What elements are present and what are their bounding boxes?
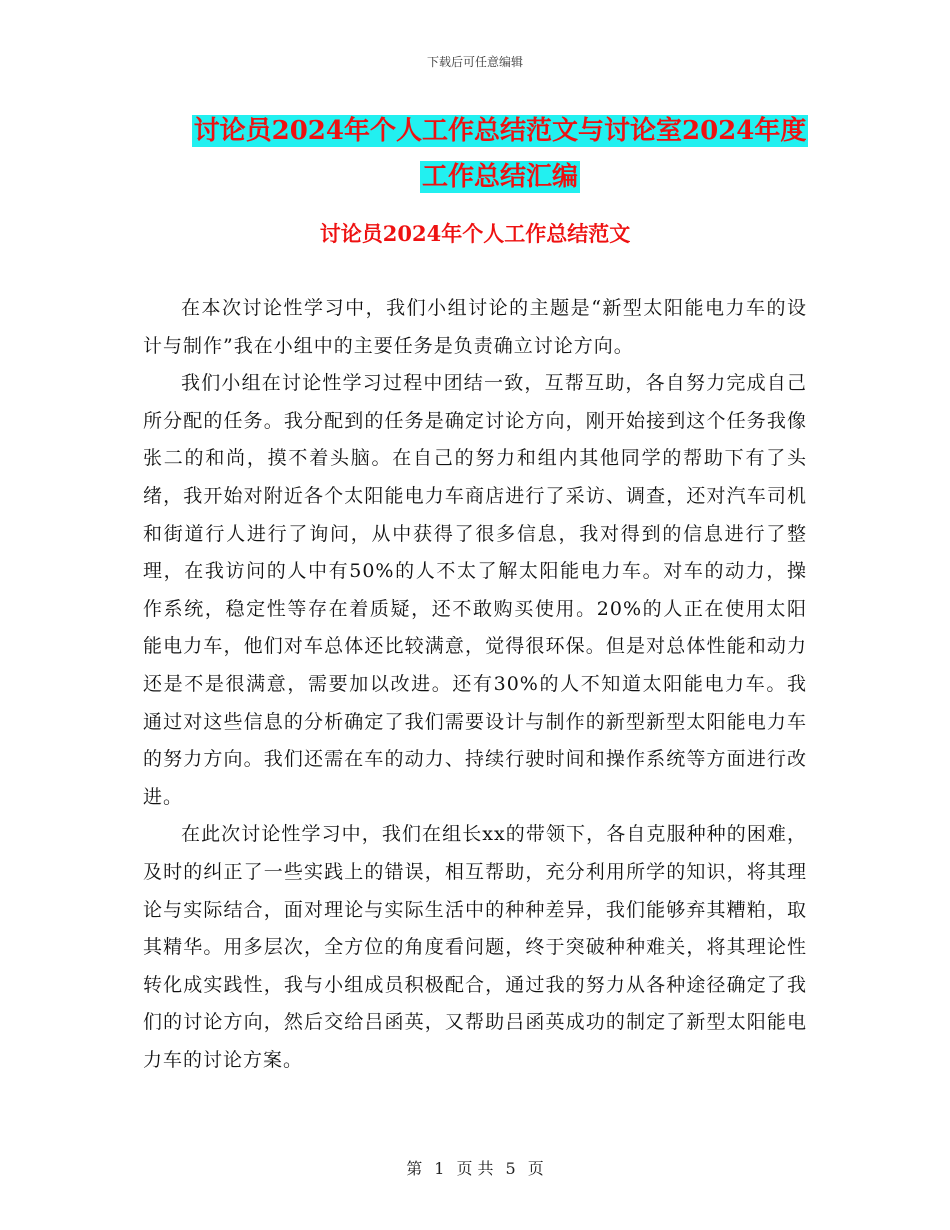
footer-middle: 页 共: [456, 1159, 494, 1178]
page-footer: [0, 1156, 950, 1179]
section-title: 讨论员2024年个人工作总结范文: [319, 221, 631, 246]
main-title: [150, 108, 850, 200]
page-header: 下载后可任意编辑: [426, 55, 523, 69]
footer-prefix: 第: [406, 1159, 423, 1178]
body-text: [143, 290, 807, 1079]
footer-suffix: 页: [527, 1159, 544, 1178]
paragraph-3: 在此次讨论性学习中，我们在组长xx的带领下，各自克服种种的困难，及时的纠正了一些实践上的错误，相互帮助，充分利用所学的知识，将其理论与实际结合，面对理论与实际生活中的种种差异，我们能够弃其糟粕，取其精华。用多层次，全方位的角度看问题，终于突破种种难关，将其理论性转化成实践性，我与小组成员积极配合，通过我的努力从各种途径确定了我们的讨论方向，然后交给吕函英，又帮助吕函英成功的制定了新型太阳能电力车的讨论方案。: [143, 823, 807, 1071]
main-title-line-1: 讨论员2024年个人工作总结范文与讨论室2024年度: [193, 116, 807, 146]
footer-page-number: 1: [434, 1159, 445, 1178]
paragraph-1: 在本次讨论性学习中，我们小组讨论的主题是“新型太阳能电力车的设计与制作”我在小组中的主要任务是负责确立讨论方向。: [143, 297, 807, 357]
paragraph-2: 我们小组在讨论性学习过程中团结一致，互帮互助，各自努力完成自己所分配的任务。我分配到的任务是确定讨论方向，刚开始接到这个任务我像张二的和尚，摸不着头脑。在自己的努力和组内其他同学的帮助下有了头绪，我开始对附近各个太阳能电力车商店进行了采访、调查，还对汽车司机和街道行人进行了询问，从中获得了很多信息，我对得到的信息进行了整理，在我访问的人中有50%的人不太了解太阳能电力车。对车的动力，操作系统，稳定性等存在着质疑，还不敢购买使用。20%的人正在使用太阳能电力车，他们对车总体还比较满意，觉得很环保。但是对总体性能和动力还是不是很满意，需要加以改进。还有30%的人不知道太阳能电力车。我通过对这些信息的分析确定了我们需要设计与制作的新型新型太阳能电力车的努力方向。我们还需在车的动力、持续行驶时间和操作系统等方面进行改进。: [143, 372, 807, 808]
footer-total-pages: 5: [505, 1159, 516, 1178]
main-title-line-2: 工作总结汇编: [421, 162, 578, 192]
